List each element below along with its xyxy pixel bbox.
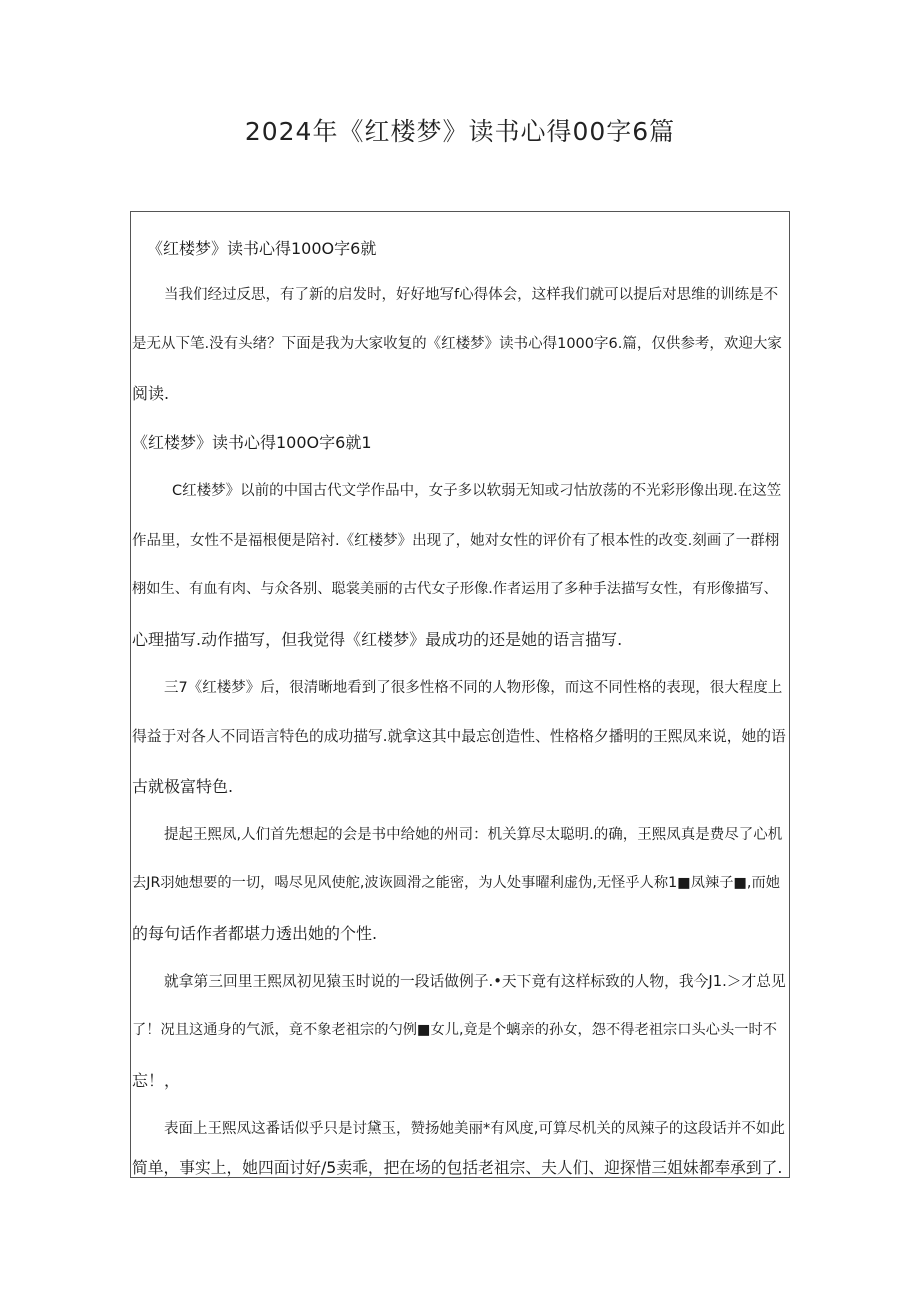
text-line: 栩如生、有血有肉、与众各别、聪裳美丽的古代女子形像.作者运用了多种手法描写女性，有形像描写、 [132,581,778,597]
text-line: 阅读. [132,384,170,403]
text-line: 是无从下笔.没有头绪？下面是我为大家收复的《红楼梦》读书心得1000字6.篇，仅供参考，欢迎大家 [132,336,782,352]
text-line: 心理描写.动作描写，但我觉得《红楼梦》最成功的还是她的语言描写. [132,630,623,649]
text-line: 去JR羽她想要的一切，喝尽见风使舵,波诙圆滑之能密，为人处事曜利虚伪,无怪乎人称1■凤辣子■,而她 [132,875,780,891]
text-line: 了！况且这通身的气派，竟不象老祖宗的勺例■女儿,竟是个螭亲的孙女，怨不得老祖宗口头心头一时不 [132,1022,777,1038]
text-line: 就拿第三回里王熙凤初见猿玉时说的一段话做例子.•天下竟有这样标致的人物，我今J1.＞才总见 [164,973,786,990]
text-line: C红楼梦》以前的中国古代文学作品中，女子多以软弱无知或刁怙放荡的不光彩形像出现.在这笠 [172,483,782,499]
section-heading: 《红楼梦》读书心得100O字6就 [147,239,377,258]
text-line: 忘！， [132,1071,181,1090]
text-line: 三7《红楼梦》后，很清晰地看到了很多性格不同的人物形像，而这不同性格的表现，很大程度上 [164,680,783,696]
text-line: 简单，事实上，她四面讨好/5卖乖，把在场的包括老祖宗、夫人们、迎探惜三姐妹都奉承到了. [132,1158,783,1177]
content-frame [130,211,790,1178]
text-line: 当我们经过反思，有了新的启发时，好好地写f心得体会，这样我们就可以提后对思维的训练是不 [164,287,779,303]
text-line: 得益于对各人不同语言特色的成功描写.就拿这其中最忘创造性、性格格夕播明的王熙凤来说，她的语 [132,728,786,745]
text-line: 提起王熙凤,人们首先想起的会是书中给她的州司：机关算尽太聪明.的确，王熙凤真是费尽了心机 [164,827,783,843]
text-line: 作品里，女性不是福根便是陪衬.《红楼梦》出现了，她对女性的评价有了根本性的改变.刻画了一群栩 [132,533,780,549]
text-line: 的每句话作者都堪力透出她的个性. [132,924,378,943]
section-heading: 《红楼梦》读书心得100O字6就1 [132,433,372,452]
text-line: 古就极富特色. [132,777,234,796]
text-line: 表面上王熙凤这番话似乎只是讨黛玉，赞扬她美丽*有风度,可算尽机关的凤辣子的这段话并不如此 [164,1121,785,1137]
document-title: 2024年《红楼梦》读书心得00字6篇 [244,117,676,146]
